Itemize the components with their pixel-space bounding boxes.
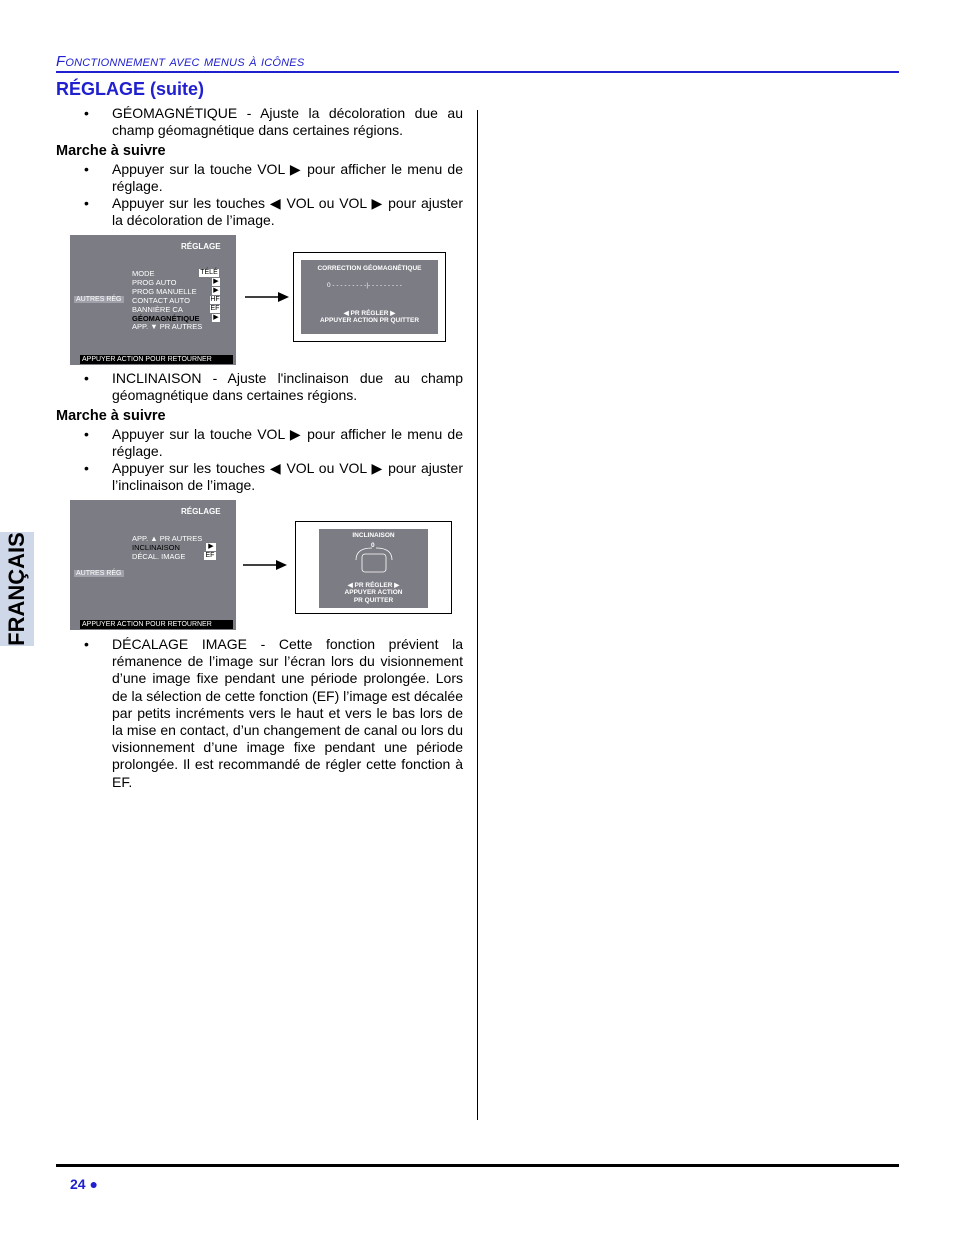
menu-title: RÉGLAGE xyxy=(181,242,221,251)
step-text: Appuyer sur les touches ◀ VOL ou VOL ▶ pour ajuster l’inclinaison de l’image. xyxy=(112,460,463,494)
menu-item: DÉCAL. IMAGE xyxy=(132,552,186,561)
step-text: Appuyer sur les touches ◀ VOL ou VOL ▶ pour ajuster la décoloration de l’image. xyxy=(112,195,463,229)
language-label: FRANÇAIS xyxy=(4,532,29,646)
page-number: 24 ● xyxy=(70,1176,98,1192)
column-divider xyxy=(477,110,478,1120)
arrow-right-icon xyxy=(242,558,288,572)
menu-item-selected: INCLINAISON xyxy=(132,543,180,552)
footer-rule xyxy=(56,1164,899,1167)
geomag-description: GÉOMAGNÉTIQUE - Ajuste la décoloration due au champ géomagnétique dans certaines régions. xyxy=(112,105,463,139)
bullet: • xyxy=(84,460,89,476)
menu-item: MODE xyxy=(132,269,155,278)
bullet: • xyxy=(84,636,89,652)
screen-instruction: APPUYER ACTION xyxy=(344,589,403,596)
geomag-screen-frame xyxy=(293,252,446,342)
menu-value: EF xyxy=(210,305,220,312)
arrow-right-icon: ▶ xyxy=(213,278,219,285)
menu-item: CONTACT AUTO xyxy=(132,296,190,305)
bullet: • xyxy=(84,195,89,211)
bullet: • xyxy=(84,161,89,177)
steps-title: Marche à suivre xyxy=(56,408,166,424)
arrow-right-icon xyxy=(244,290,290,304)
tilt-indicator-icon xyxy=(352,544,396,576)
header-rule xyxy=(56,71,899,73)
setup-menu-screen xyxy=(70,500,236,630)
tilt-screen xyxy=(319,529,428,608)
menu-footer: APPUYER ACTION POUR RETOURNER xyxy=(80,355,233,364)
arrow-right-icon: ▶ xyxy=(213,314,219,321)
menu-value: HF xyxy=(210,296,220,303)
adjust-scale: 0 - - - - - - - - -|- - - - - - - - - xyxy=(327,282,402,289)
arrow-right-icon: ▶ xyxy=(206,543,216,551)
language-tab xyxy=(0,532,34,646)
arrow-right-icon: ▶ xyxy=(213,287,219,294)
incl-description: INCLINAISON - Ajuste l'inclinaison due au champ géomagnétique dans certaines régions. xyxy=(112,370,463,404)
menu-side-tag: AUTRES RÉG xyxy=(76,296,122,303)
menu-value: TÉLÉ xyxy=(200,269,218,276)
screen-instruction: PR QUITTER xyxy=(353,597,394,604)
screen-instruction: ◀ PR RÉGLER ▶ xyxy=(347,582,400,589)
menu-footer: APPUYER ACTION POUR RETOURNER xyxy=(80,620,233,629)
menu-item: PROG MANUELLE xyxy=(132,287,197,296)
decal-description: DÉCALAGE IMAGE - Cette fonction prévient la rémanence de l’image sur l’écran lors du visionnement d’une image fixe pendant une période prolongée. Lors de la sélection de cette fonction (EF) l’image est décalée par petits incréments vers le haut et vers le bas lors de la mise en contact, d’un changement de canal ou lors du visionnement d’une image fixe pendant une période prolongée. Il est recommandé de régler cette fonction à EF. xyxy=(112,636,463,790)
section-title: RÉGLAGE (suite) xyxy=(56,79,205,99)
menu-item: BANNIÈRE CA xyxy=(132,305,183,314)
screen-instruction: APPUYER ACTION PR QUITTER xyxy=(319,317,420,324)
menu-item: PROG AUTO xyxy=(132,278,177,287)
bullet: • xyxy=(84,370,89,386)
steps-title: Marche à suivre xyxy=(56,143,166,159)
menu-title: RÉGLAGE xyxy=(181,507,221,516)
menu-item-selected: GÉOMAGNÉTIQUE xyxy=(132,314,200,323)
geomag-screen xyxy=(301,260,438,334)
screen-title: CORRECTION GÉOMAGNÉTIQUE xyxy=(317,265,422,272)
menu-value: EF xyxy=(205,552,215,559)
menu-side-tag: AUTRES RÉG xyxy=(76,570,122,577)
bullet: • xyxy=(84,426,89,442)
step-text: Appuyer sur la touche VOL ▶ pour afficher le menu de réglage. xyxy=(112,426,463,460)
bullet: • xyxy=(84,105,89,121)
step-text: Appuyer sur la touche VOL ▶ pour afficher le menu de réglage. xyxy=(112,161,463,195)
menu-item: APP. ▲ PR AUTRES xyxy=(132,534,203,543)
setup-menu-screen xyxy=(70,235,236,365)
tilt-zero: 0 xyxy=(371,542,375,549)
screen-title: INCLINAISON xyxy=(352,532,395,539)
chapter-title: Fonctionnement avec menus à icônes xyxy=(56,53,305,70)
tilt-screen-frame xyxy=(295,521,452,614)
menu-item: APP. ▼ PR AUTRES xyxy=(132,322,203,331)
screen-instruction: ◀ PR RÉGLER ▶ xyxy=(343,310,396,317)
